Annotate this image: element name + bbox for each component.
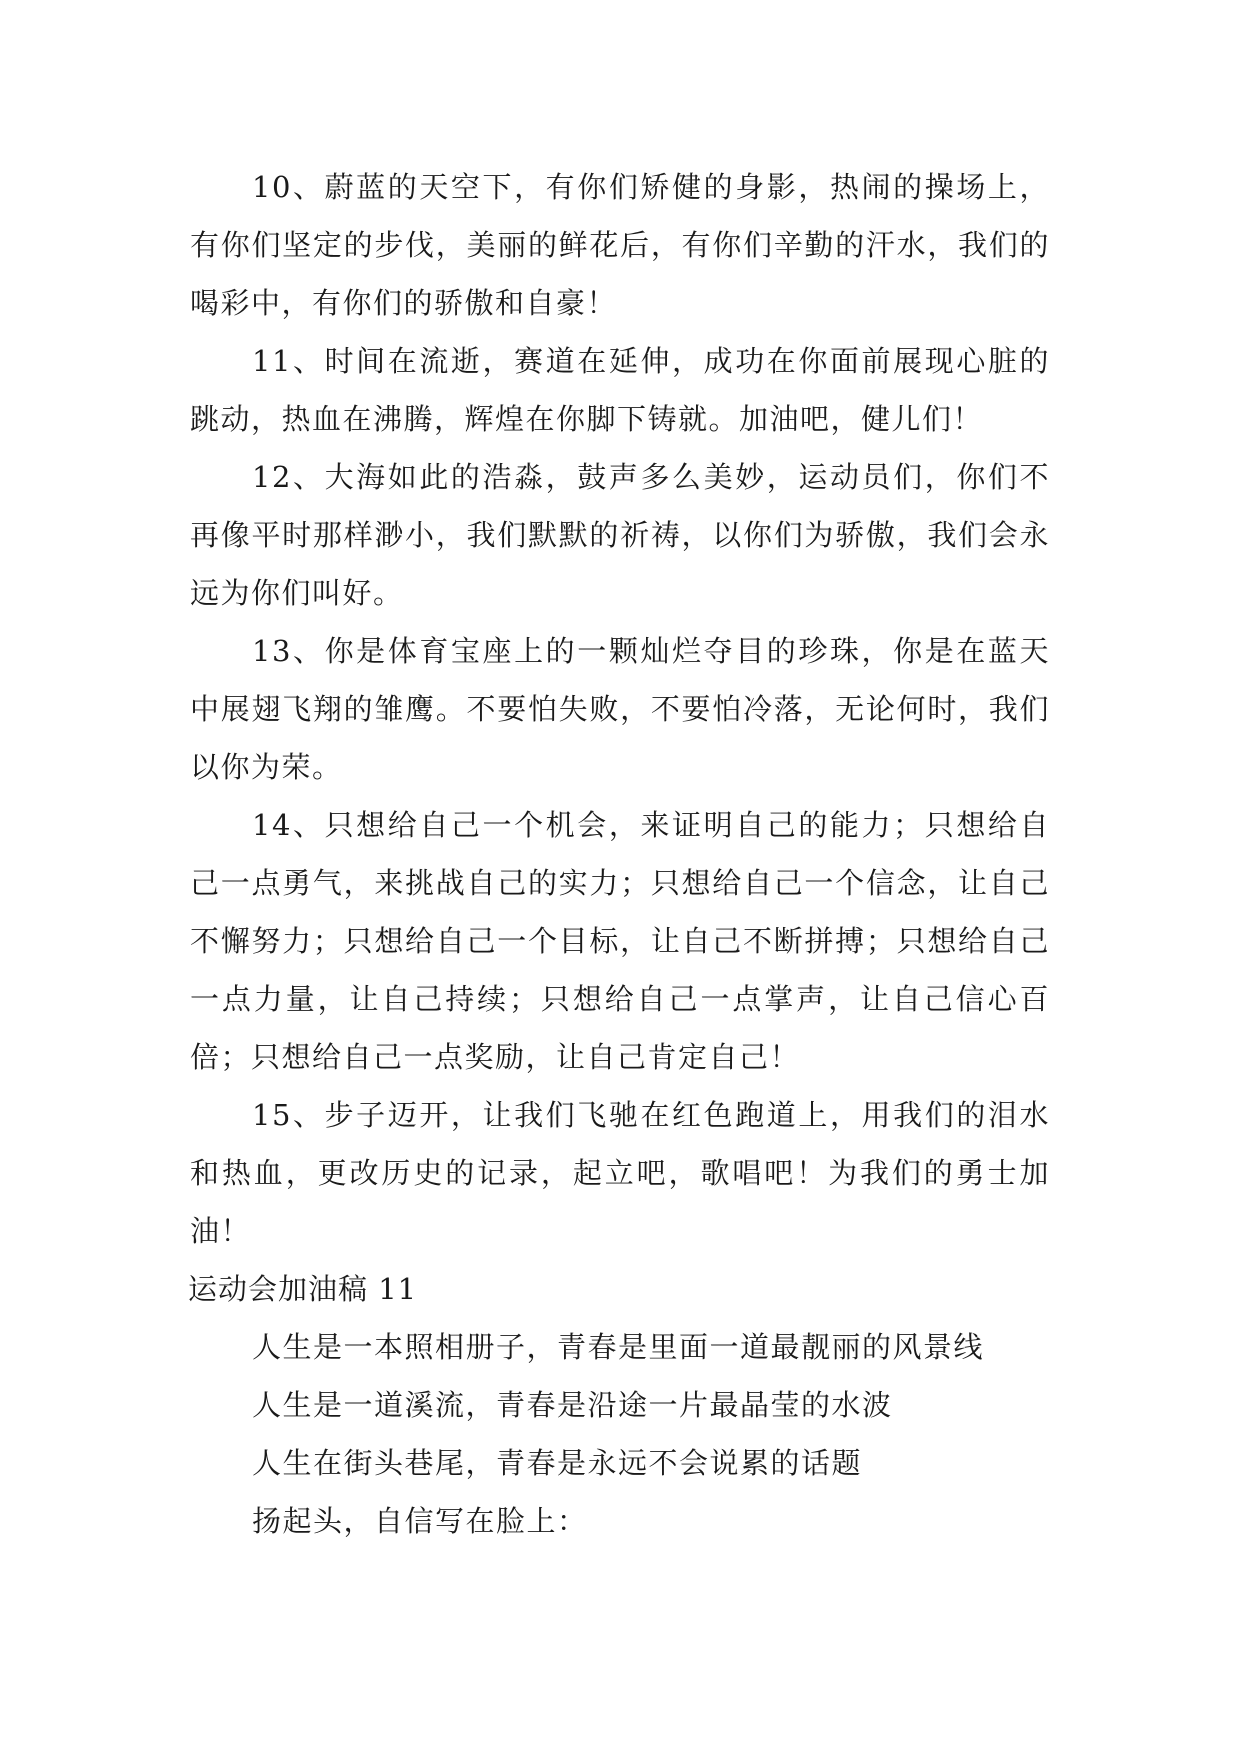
paragraph-11: 11、时间在流逝，赛道在延伸，成功在你面前展现心脏的跳动，热血在沸腾，辉煌在你脚下铸就。加油吧，健儿们！: [190, 344, 1050, 436]
verse-line: 人生是一道溪流，青春是沿途一片最晶莹的水波: [252, 1388, 893, 1422]
paragraph-13: 13、你是体育宝座上的一颗灿烂夺目的珍珠，你是在蓝天中展翅飞翔的雏鹰。不要怕失败，不要怕冷落，无论何时，我们以你为荣。: [190, 634, 1050, 784]
verse-line: 扬起头，自信写在脸上：: [252, 1504, 588, 1538]
paragraph-12: 12、大海如此的浩淼，鼓声多么美妙，运动员们，你们不再像平时那样渺小，我们默默的祈祷，以你们为骄傲，我们会永远为你们叫好。: [190, 460, 1050, 610]
paragraph-15: 15、步子迈开，让我们飞驰在红色跑道上，用我们的泪水和热血，更改历史的记录，起立吧，歌唱吧！为我们的勇士加油！: [190, 1098, 1050, 1248]
paragraph-10: 10、蔚蓝的天空下，有你们矫健的身影，热闹的操场上，有你们坚定的步伐，美丽的鲜花后，有你们辛勤的汗水，我们的喝彩中，有你们的骄傲和自豪！: [190, 170, 1050, 320]
verse-line: 人生是一本照相册子，青春是里面一道最靓丽的风景线: [252, 1330, 985, 1364]
verse-line: 人生在街头巷尾，青春是永远不会说累的话题: [252, 1446, 863, 1480]
section-title: 运动会加油稿 11: [188, 1272, 418, 1306]
document-body: [190, 158, 1050, 1550]
paragraph-14: 14、只想给自己一个机会，来证明自己的能力；只想给自己一点勇气，来挑战自己的实力；只想给自己一个信念，让自己不懈努力；只想给自己一个目标，让自己不断拼搏；只想给自己一点力量，让自己持续；只想给自己一点掌声，让自己信心百倍；只想给自己一点奖励，让自己肯定自己！: [190, 808, 1050, 1074]
